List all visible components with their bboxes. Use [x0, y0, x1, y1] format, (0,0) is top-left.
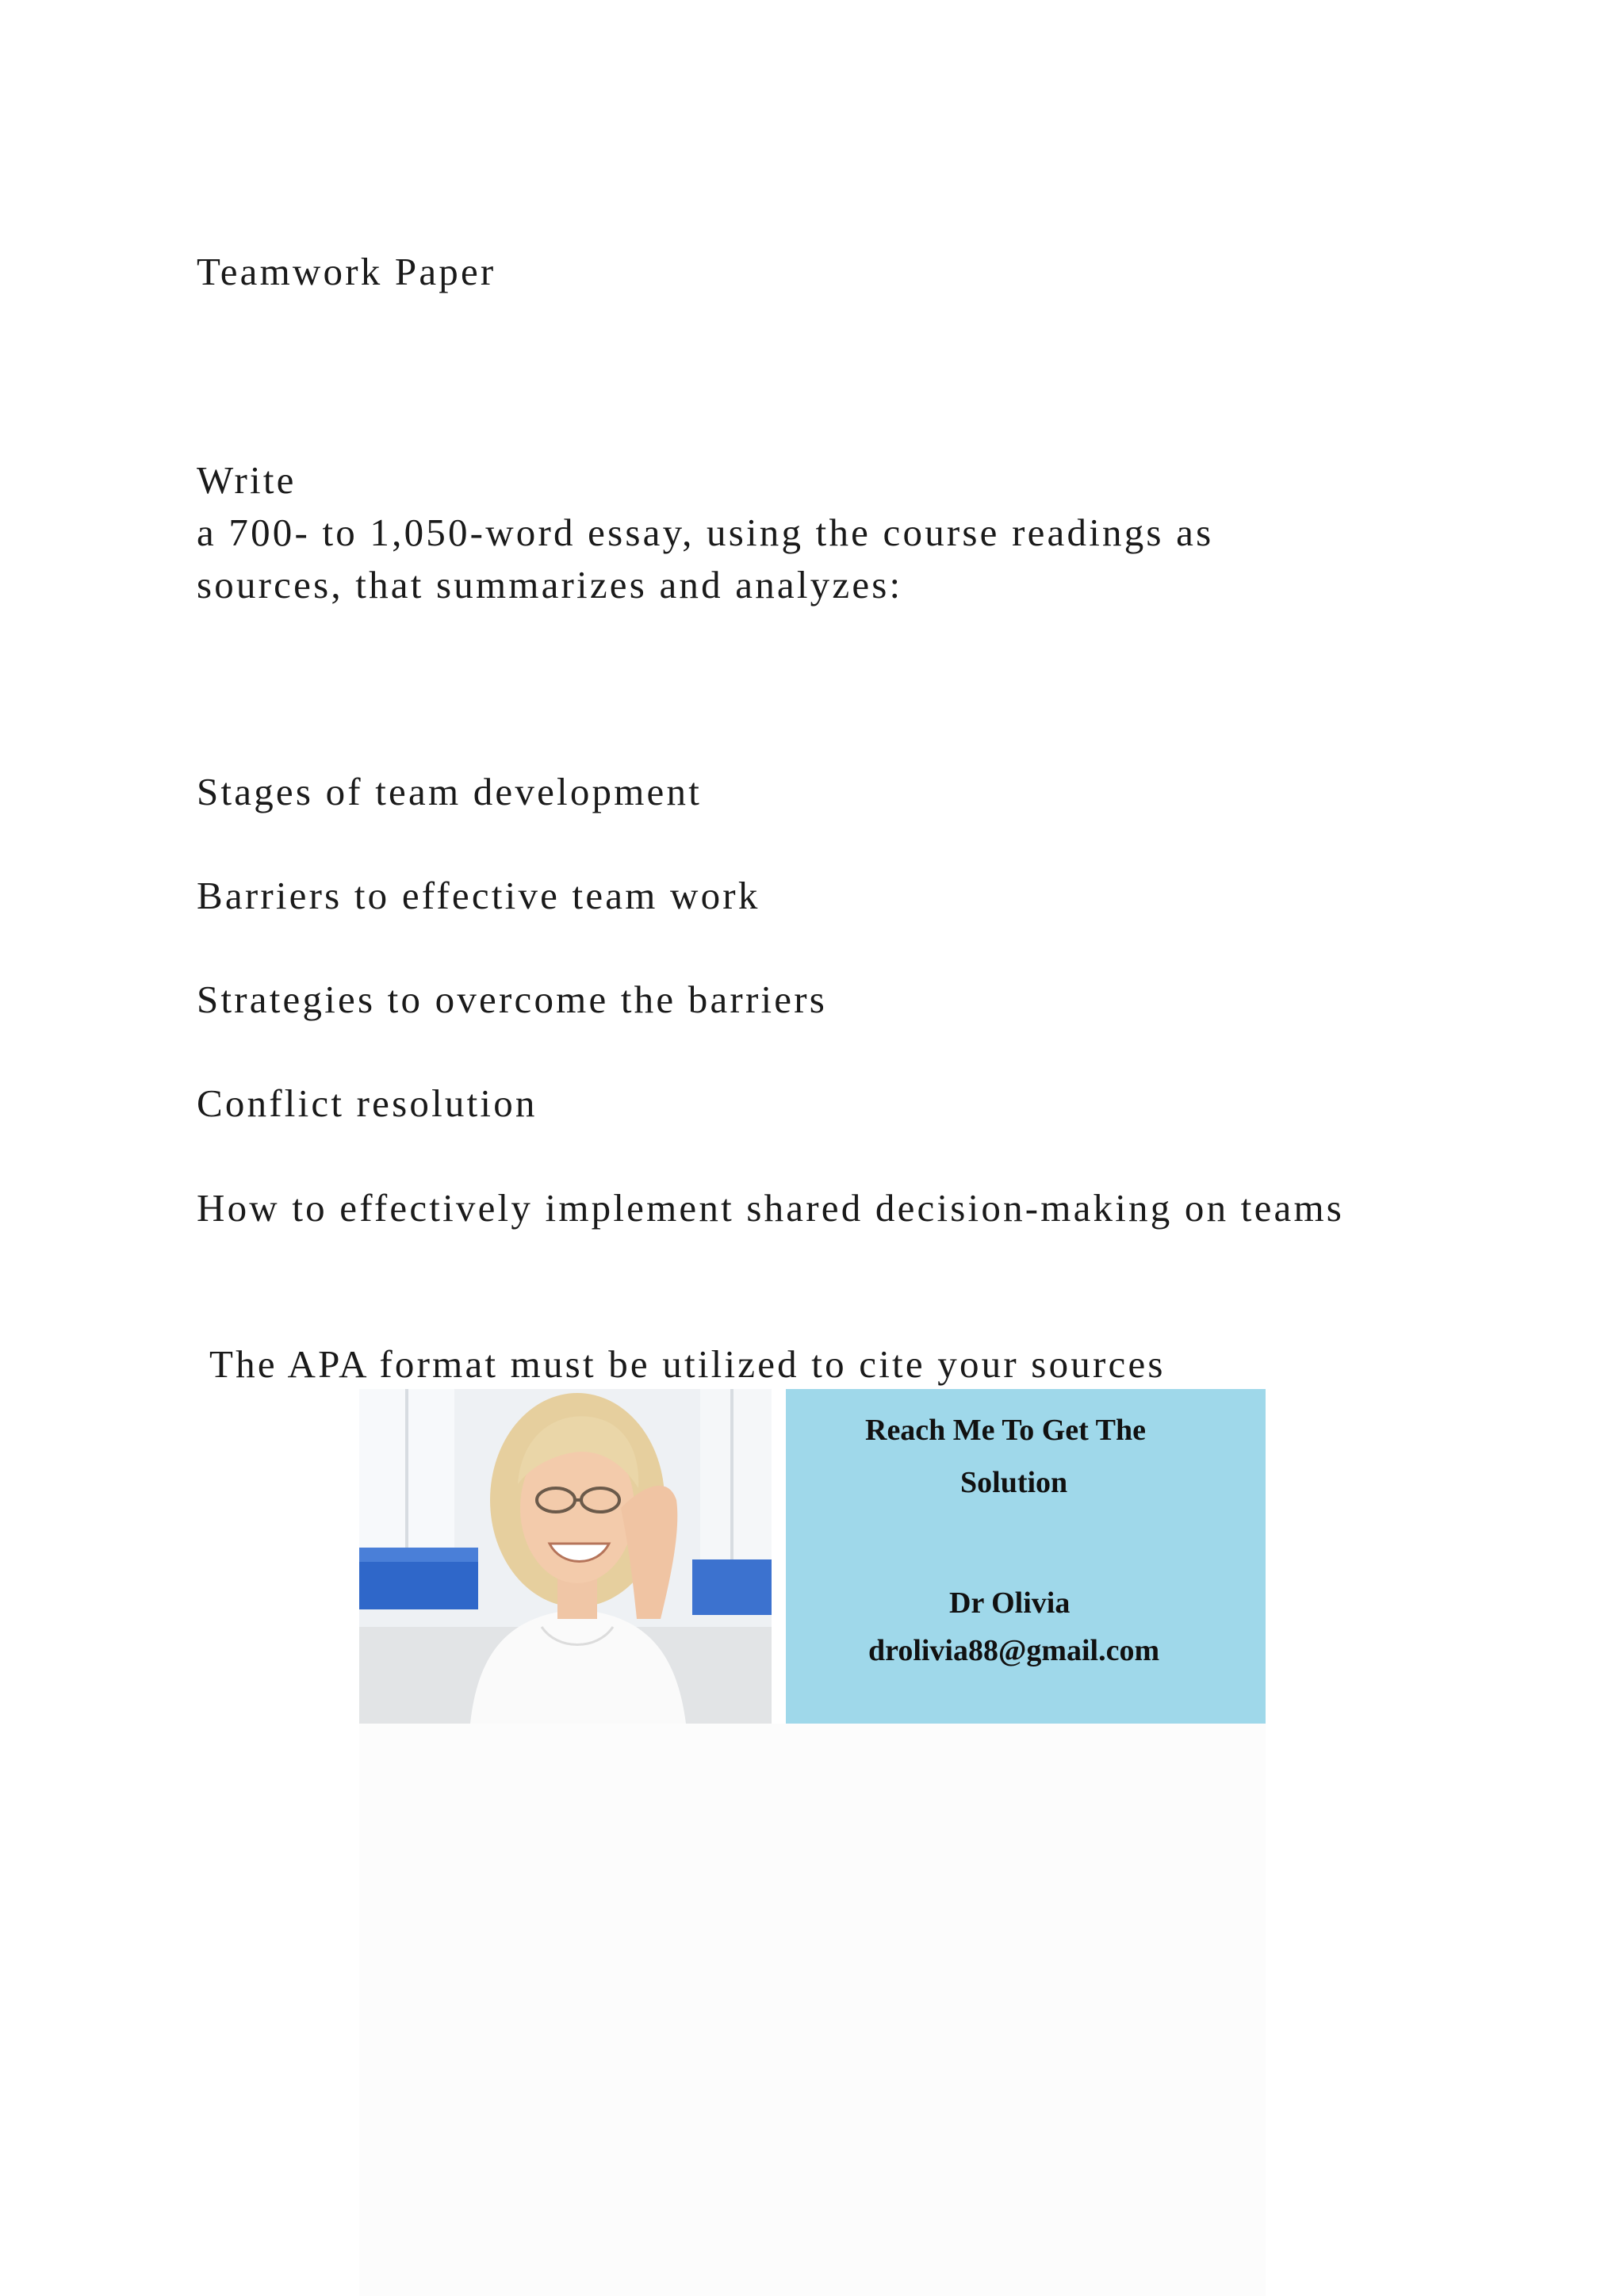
topic-item: Strategies to overcome the barriers — [197, 978, 828, 1021]
topic-item: Conflict resolution — [197, 1081, 538, 1125]
topic-item: How to effectively implement shared decision-making on teams — [197, 1186, 1345, 1230]
promo-line-1: Reach Me To Get The — [865, 1414, 1146, 1447]
intro-line-2: a 700- to 1,050-word essay, using the course readings as — [197, 511, 1214, 554]
apa-note: The APA format must be utilized to cite your sources — [209, 1342, 1166, 1386]
topic-item: Barriers to effective team work — [197, 874, 760, 917]
topic-item: Stages of team development — [197, 770, 703, 813]
promo-name: Dr Olivia — [949, 1586, 1071, 1620]
contact-panel — [786, 1389, 1266, 1724]
promo-banner — [359, 1389, 1266, 1724]
blank-panel — [359, 1724, 1266, 2296]
intro-line-3: sources, that summarizes and analyzes: — [197, 563, 903, 607]
woman-photo — [359, 1389, 786, 1724]
promo-line-2: Solution — [960, 1466, 1068, 1499]
promo-email: drolivia88@gmail.com — [868, 1634, 1160, 1667]
intro-line-1: Write — [197, 458, 297, 502]
document-title: Teamwork Paper — [197, 250, 496, 293]
